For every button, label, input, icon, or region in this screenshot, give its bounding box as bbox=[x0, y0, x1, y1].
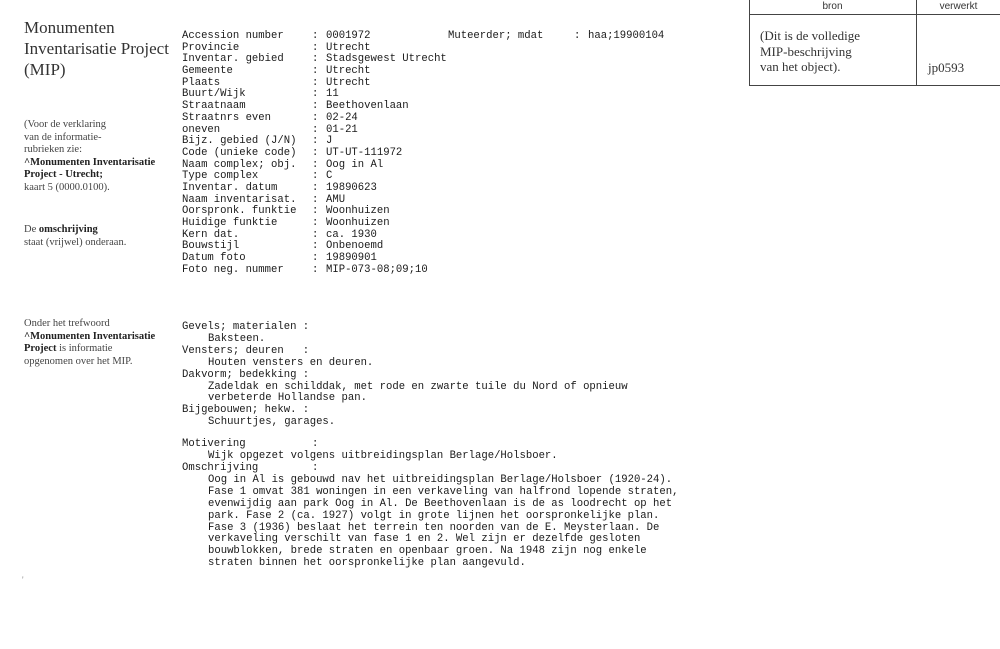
field-separator: : bbox=[312, 30, 319, 42]
field-value: 11 bbox=[326, 88, 339, 101]
field-value: Stadsgewest Utrecht bbox=[326, 53, 447, 66]
section-gevels bbox=[182, 322, 742, 346]
keyword-note bbox=[24, 318, 174, 368]
scan-mark: ' bbox=[22, 575, 24, 585]
field-value: UT-UT-111972 bbox=[326, 146, 403, 159]
field-label: Inventar. gebied bbox=[182, 53, 284, 66]
note-text: De bbox=[24, 224, 39, 235]
field-separator: : bbox=[312, 65, 319, 78]
table-border bbox=[916, 0, 917, 86]
field-value: Utrecht bbox=[326, 41, 371, 54]
source-table bbox=[749, 0, 1000, 86]
field-label: Datum foto bbox=[182, 252, 246, 265]
field-value: MIP-073-08;09;10 bbox=[326, 263, 428, 276]
field-separator: : bbox=[312, 41, 319, 54]
field-separator: : bbox=[312, 193, 319, 206]
field-separator: : bbox=[312, 100, 319, 113]
field-value: Beethovenlaan bbox=[326, 100, 409, 113]
description-note bbox=[24, 224, 174, 249]
field-separator: : bbox=[312, 205, 319, 218]
section-body: Baksteen. bbox=[208, 332, 266, 345]
section-body: Houten vensters en deuren. bbox=[208, 356, 374, 369]
field-row bbox=[182, 160, 722, 172]
field-value: C bbox=[326, 170, 333, 183]
bron-line: MIP-beschrijving bbox=[760, 43, 852, 59]
field-separator: : bbox=[312, 228, 319, 241]
section-vensters bbox=[182, 346, 742, 370]
field-value: AMU bbox=[326, 193, 346, 206]
field-label: Accession number bbox=[182, 30, 284, 42]
field-row bbox=[182, 89, 722, 101]
field-label: Provincie bbox=[182, 41, 240, 54]
field-value: Oog in Al bbox=[326, 158, 384, 171]
field-label: Inventar. datum bbox=[182, 181, 278, 194]
field-value: J bbox=[326, 135, 333, 148]
section-label: Bijgebouwen; hekw. : bbox=[182, 404, 310, 417]
section-bijgebouwen bbox=[182, 405, 742, 429]
note-bold: omschrijving bbox=[38, 224, 98, 235]
field-separator: : bbox=[312, 146, 319, 159]
sidebar-title: Monumenten Inventarisatie Project (MIP) bbox=[24, 18, 169, 79]
field-label: Plaats bbox=[182, 76, 221, 89]
section-label: Vensters; deuren : bbox=[182, 344, 310, 357]
section-label: Gevels; materialen : bbox=[182, 321, 310, 333]
field-separator: : bbox=[312, 170, 319, 183]
field-value: Utrecht bbox=[326, 65, 371, 78]
note-line: kaart 5 (0000.0100). bbox=[24, 181, 110, 193]
section-label: Motivering bbox=[182, 438, 246, 451]
field-separator: : bbox=[312, 135, 319, 148]
section-label: Dakvorm; bedekking : bbox=[182, 368, 310, 381]
section-dakvorm bbox=[182, 370, 742, 406]
field-label: Kern dat. bbox=[182, 228, 240, 241]
omschrijving-line: evenwijdig aan park Oog in Al. De Beethovenlaan is de as loodrecht op het bbox=[208, 497, 673, 510]
field-row bbox=[182, 54, 722, 66]
muteerder-label: Muteerder; mdat bbox=[448, 30, 544, 42]
field-row bbox=[182, 230, 722, 242]
field-separator: : bbox=[312, 217, 319, 229]
note-line: opgenomen over het MIP. bbox=[24, 355, 133, 367]
field-value: 19890901 bbox=[326, 252, 377, 265]
section-body: verbeterde Hollandse pan. bbox=[208, 392, 367, 405]
field-separator: : bbox=[312, 111, 319, 124]
field-separator: : bbox=[312, 88, 319, 101]
omschrijving-line: park. Fase 2 (ca. 1927) volgt in grote lijnen het oorspronkelijke plan. bbox=[208, 509, 660, 522]
field-label: Naam complex; obj. bbox=[182, 158, 297, 171]
omschrijving-line: bouwblokken, brede straten en openbaar groen. Na 1948 zijn nog enkele bbox=[208, 545, 647, 558]
section-body: Schuurtjes, garages. bbox=[208, 416, 336, 429]
note-line: rubrieken zie: bbox=[24, 144, 83, 155]
field-row bbox=[182, 113, 722, 125]
section-separator: : bbox=[312, 438, 319, 451]
field-label: Gemeente bbox=[182, 65, 233, 78]
table-border bbox=[749, 85, 1000, 86]
field-value: ca. 1930 bbox=[326, 228, 377, 241]
omschrijving-body bbox=[182, 475, 742, 570]
field-label: Straatnrs even bbox=[182, 111, 272, 124]
field-separator: : bbox=[574, 30, 581, 42]
record-fields bbox=[182, 31, 722, 276]
field-separator: : bbox=[312, 263, 319, 276]
section-label: Omschrijving bbox=[182, 461, 259, 474]
field-label: Straatnaam bbox=[182, 100, 246, 113]
field-row bbox=[182, 78, 722, 90]
field-value: Woonhuizen bbox=[326, 205, 390, 218]
field-row bbox=[182, 66, 722, 78]
field-label: Oorspronk. funktie bbox=[182, 205, 297, 218]
bron-line: (Dit is de volledige bbox=[760, 28, 861, 43]
muteerder-value: haa;19900104 bbox=[588, 30, 665, 42]
field-value: 02-24 bbox=[326, 111, 358, 124]
table-border bbox=[749, 0, 750, 86]
section-body: Zadeldak en schilddak, met rode en zwarte tuile du Nord of opnieuw bbox=[208, 380, 628, 393]
note-line: Onder het trefwoord bbox=[24, 318, 110, 329]
omschrijving-line: Fase 1 omvat 381 woningen in een verkaveling van halfrond lopende straten, bbox=[208, 485, 679, 498]
field-row bbox=[182, 241, 722, 253]
legend-note bbox=[24, 119, 174, 194]
column-header-bron: bron bbox=[822, 1, 843, 12]
omschrijving-line: Oog in Al is gebouwd nav het uitbreidingsplan Berlage/Holsboer (1920-24). bbox=[208, 473, 673, 486]
field-label: Bouwstijl bbox=[182, 240, 240, 253]
section-body: Wijk opgezet volgens uitbreidingsplan Berlage/Holsboer. bbox=[208, 450, 558, 463]
verwerkt-cell: jp0593 bbox=[928, 60, 965, 75]
field-row bbox=[182, 218, 722, 230]
field-separator: : bbox=[312, 76, 319, 89]
field-label: Naam inventarisat. bbox=[182, 193, 297, 206]
table-border bbox=[749, 14, 1000, 15]
note-reference-link: Project - Utrecht; bbox=[24, 169, 103, 180]
field-value: Utrecht bbox=[326, 76, 371, 89]
section-motivering bbox=[182, 439, 742, 463]
note-reference-link: Project bbox=[24, 343, 57, 354]
field-separator: : bbox=[312, 240, 319, 253]
note-reference-link: ^Monumenten Inventarisatie bbox=[24, 330, 156, 342]
omschrijving-line: Fase 3 (1936) beslaat het terrein ten noorden van de E. Meysterlaan. De bbox=[208, 521, 660, 534]
field-label: Type complex bbox=[182, 170, 259, 183]
field-separator: : bbox=[312, 252, 319, 265]
field-label: Bijz. gebied (J/N) bbox=[182, 135, 297, 148]
field-separator: : bbox=[312, 53, 319, 66]
note-line: staat (vrijwel) onderaan. bbox=[24, 236, 127, 248]
record-sections bbox=[182, 322, 742, 570]
field-value: Onbenoemd bbox=[326, 240, 384, 253]
note-line: van de informatie- bbox=[24, 131, 102, 143]
note-reference-link: ^Monumenten Inventarisatie bbox=[24, 156, 156, 168]
field-row bbox=[182, 253, 722, 265]
column-header-verwerkt: verwerkt bbox=[939, 1, 978, 12]
field-row bbox=[182, 183, 722, 195]
field-value: 01-21 bbox=[326, 123, 358, 136]
bron-line: van het object). bbox=[760, 59, 841, 74]
field-value: Woonhuizen bbox=[326, 217, 390, 229]
field-label: Huidige funktie bbox=[182, 217, 278, 229]
field-row bbox=[182, 265, 722, 277]
field-row bbox=[182, 148, 722, 160]
field-label: oneven bbox=[182, 123, 221, 136]
field-value: 0001972 bbox=[326, 30, 371, 42]
field-separator: : bbox=[312, 181, 319, 194]
omschrijving-line: verkaveling verschilt van fase 1 en 2. Wel zijn er dezelfde gesloten bbox=[208, 533, 641, 546]
field-row bbox=[182, 31, 722, 43]
field-separator: : bbox=[312, 123, 319, 136]
field-label: Foto neg. nummer bbox=[182, 263, 284, 276]
section-separator: : bbox=[312, 461, 319, 474]
field-label: Buurt/Wijk bbox=[182, 88, 246, 101]
section-omschrijving bbox=[182, 463, 742, 570]
field-separator: : bbox=[312, 158, 319, 171]
field-value: 19890623 bbox=[326, 181, 377, 194]
note-line: (Voor de verklaring bbox=[24, 119, 107, 130]
field-label: Code (unieke code) bbox=[182, 146, 297, 159]
omschrijving-line: straten binnen het oorspronkelijke plan aangevuld. bbox=[208, 557, 526, 570]
bron-cell bbox=[760, 28, 910, 75]
note-text: is informatie bbox=[56, 343, 113, 354]
